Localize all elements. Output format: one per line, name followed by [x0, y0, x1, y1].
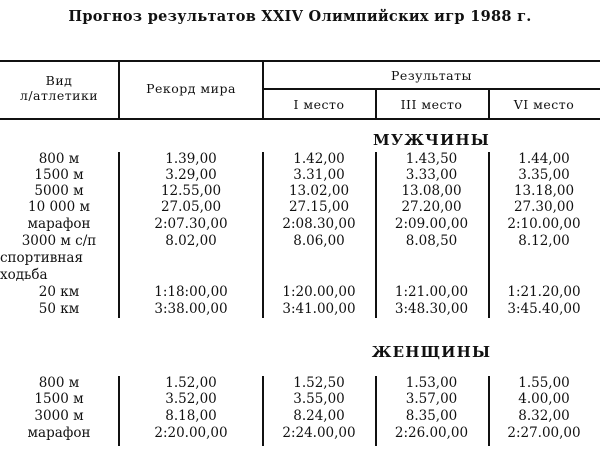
place-1-cell: 3.55,00	[293, 391, 345, 407]
place-6-cell: 3:45.40,00	[507, 301, 581, 317]
place-3-cell: 8.08,50	[405, 233, 458, 249]
table-row	[0, 183, 600, 200]
header-place-1: I место	[293, 97, 345, 112]
header-results: Результаты	[391, 68, 472, 83]
event-cell: 800 м	[38, 151, 80, 167]
table-row	[0, 408, 600, 425]
place-3-cell: 27.20,00	[401, 199, 462, 215]
table-row	[0, 233, 600, 250]
event-cell: 5000 м	[34, 183, 84, 199]
place-6-cell: 13.18,00	[513, 183, 575, 199]
event-cell: 10 000 м	[27, 199, 91, 215]
record-cell: 12.55,00	[160, 183, 222, 199]
walk-group-label: спортивная ходьба	[0, 250, 83, 283]
table-row	[0, 284, 600, 301]
event-cell: 20 км	[38, 284, 80, 300]
table-top-rule	[0, 60, 600, 62]
place-6-cell: 1.55,00	[518, 375, 570, 391]
event-cell: марафон	[27, 216, 91, 232]
header-event: Вид л/атлетики	[19, 73, 99, 103]
place-6-cell: 2:10.00,00	[507, 216, 581, 232]
record-cell: 3.29,00	[165, 167, 217, 183]
place-6-cell: 8.32,00	[518, 408, 570, 424]
place-3-cell: 2:26.00,00	[394, 425, 469, 441]
page-title: Прогноз результатов XXIV Олимпийских игр 1988 г.	[68, 8, 532, 25]
place-3-cell: 3.33,00	[405, 167, 458, 183]
table-row	[0, 199, 600, 216]
event-cell: 1500 м	[34, 167, 84, 183]
place-1-cell: 27.15,00	[288, 199, 350, 215]
place-6-cell: 3.35,00	[518, 167, 570, 183]
place-3-cell: 2:09.00,00	[394, 216, 469, 232]
place-1-cell: 1.52,50	[293, 375, 345, 391]
table-row	[0, 167, 600, 184]
place-1-cell: 8.06,00	[293, 233, 345, 249]
place-3-cell: 1.53,00	[405, 375, 458, 391]
place-6-cell: 8.12,00	[518, 233, 570, 249]
place-6-cell: 4.00,00	[518, 391, 570, 407]
event-cell: марафон	[27, 425, 91, 441]
event-cell: 3000 м	[34, 408, 84, 424]
place-3-cell: 8.35,00	[405, 408, 458, 424]
table-row	[0, 425, 600, 442]
table-row	[0, 301, 600, 318]
place-1-cell: 13.02,00	[288, 183, 350, 199]
place-1-cell: 2:24.00,00	[282, 425, 356, 441]
record-cell: 27.05,00	[160, 199, 222, 215]
table-row	[0, 375, 600, 392]
header-place-3: III место	[400, 97, 463, 112]
header-place-6: VI место	[513, 97, 575, 112]
section-women: ЖЕНЩИНЫ	[371, 343, 492, 361]
place-1-cell: 1.42,00	[293, 151, 345, 167]
place-3-cell: 13.08,00	[401, 183, 462, 199]
event-cell: 50 км	[38, 301, 80, 317]
table-row	[0, 391, 600, 408]
record-cell: 2:20.00,00	[154, 425, 228, 441]
event-cell: 800 м	[38, 375, 80, 391]
record-cell: 1.39,00	[165, 151, 217, 167]
place-3-cell: 3.57,00	[405, 391, 458, 407]
header-record: Рекорд мира	[146, 81, 236, 96]
place-1-cell: 3:41.00,00	[282, 301, 356, 317]
header-bottom-rule	[0, 118, 600, 120]
record-cell: 3.52,00	[165, 391, 217, 407]
place-3-cell: 3:48.30,00	[394, 301, 469, 317]
place-1-cell: 1:20.00,00	[282, 284, 356, 300]
place-6-cell: 1.44,00	[518, 151, 570, 167]
place-1-cell: 2:08.30,00	[282, 216, 356, 232]
table-row	[0, 151, 600, 168]
record-cell: 2:07.30,00	[154, 216, 228, 232]
record-cell: 8.18,00	[165, 408, 217, 424]
place-6-cell: 2:27.00,00	[507, 425, 581, 441]
event-cell: 3000 м с/п	[21, 233, 97, 249]
place-3-cell: 1.43,50	[405, 151, 458, 167]
record-cell: 3:38.00,00	[154, 301, 228, 317]
record-cell: 1:18:00,00	[154, 284, 228, 300]
place-1-cell: 8.24,00	[293, 408, 345, 424]
place-6-cell: 1:21.20,00	[507, 284, 581, 300]
record-cell: 8.02,00	[165, 233, 217, 249]
place-3-cell: 1:21.00,00	[394, 284, 469, 300]
record-cell: 1.52,00	[165, 375, 217, 391]
event-cell: 1500 м	[34, 391, 84, 407]
section-men: МУЖЧИНЫ	[373, 131, 490, 149]
place-6-cell: 27.30,00	[513, 199, 575, 215]
place-1-cell: 3.31,00	[293, 167, 345, 183]
results-subheader-rule	[263, 88, 600, 90]
table-row	[0, 216, 600, 233]
